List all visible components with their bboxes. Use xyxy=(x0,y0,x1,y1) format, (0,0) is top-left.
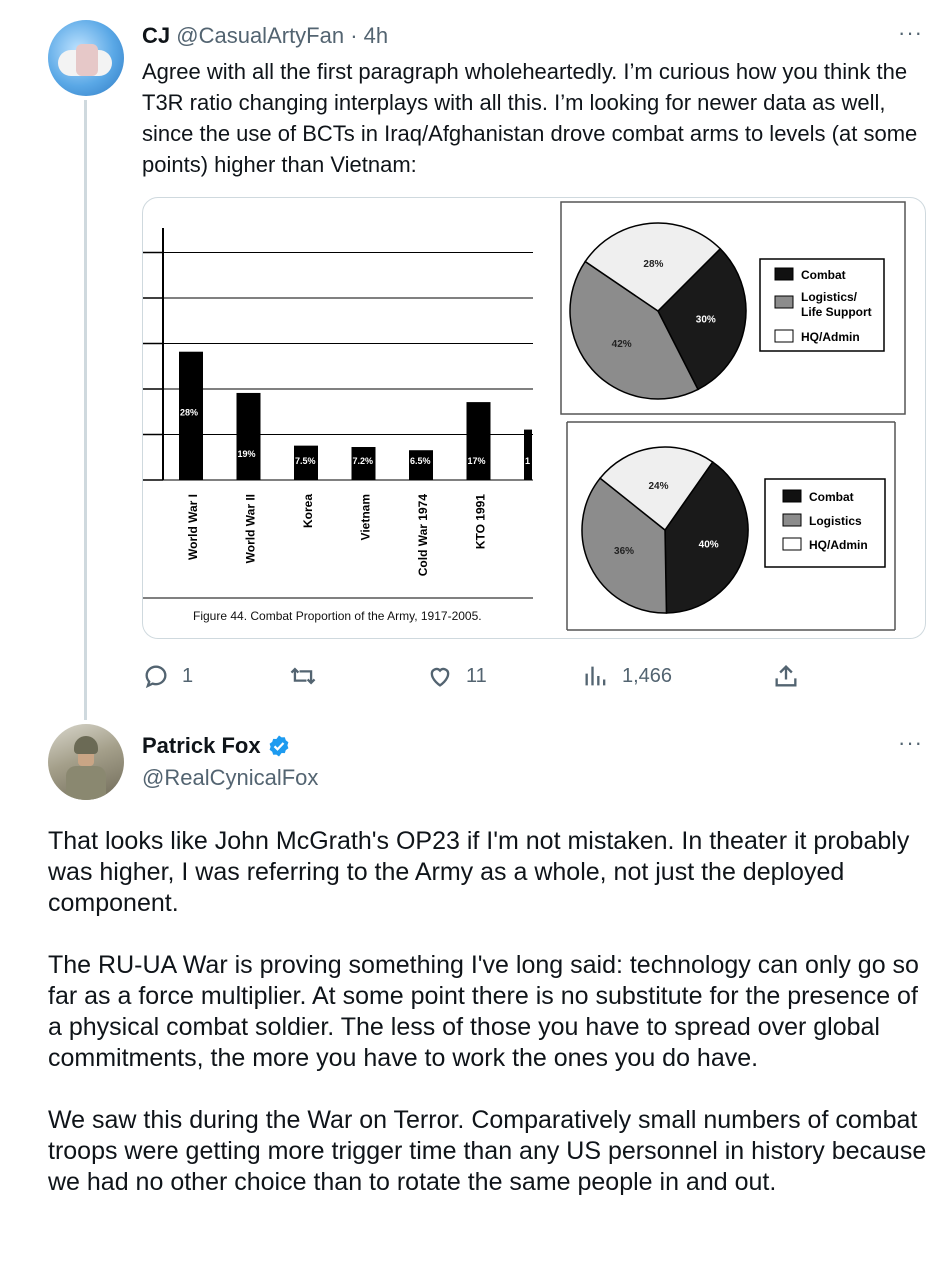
retweet-icon xyxy=(288,662,318,690)
tweet-actions xyxy=(142,656,822,696)
tweet-text: Agree with all the first paragraph wholeheartedly. I’m curious how you think the T3R ratio changing interplays with all this. I’m looking for newer data as well, since the use of BCTs in Iraq/Afghanistan drove combat arms to levels (at some points) higher than Vietnam: xyxy=(142,59,918,177)
display-name[interactable]: Patrick Fox xyxy=(142,733,261,758)
pie-1-legend-combat: Combat xyxy=(801,268,846,282)
bar-data-label: 7.5% xyxy=(295,456,316,466)
category-tick-label: Cold War 1974 xyxy=(416,494,430,577)
avatar-helmet xyxy=(74,736,98,754)
reply-count: 1 xyxy=(182,664,194,687)
tweet-media-image[interactable] xyxy=(142,197,926,639)
pie-2-legend-swatch-hq xyxy=(783,538,801,550)
pie-slice-label: 40% xyxy=(698,539,719,551)
analytics-icon xyxy=(582,662,610,690)
bar-data-label: 6.5% xyxy=(410,456,431,466)
tweet-paragraph: We saw this during the War on Terror. Comparatively small numbers of combat troops were getting more trigger time than any US personnel in history because we had no other choice than to rotate the same people in and out. xyxy=(48,1106,927,1196)
avatar[interactable] xyxy=(48,20,124,96)
more-options-icon[interactable]: ··· xyxy=(898,20,923,45)
pie-2-legend-swatch-logistics xyxy=(783,514,801,526)
tweet-paragraph: The RU-UA War is proving something I've long said: technology can only go so far as a force multiplier. At some point there is no substitute for the presence of a physical combat soldier. The less of those you have to spread over global commitments, the more you have to work the ones you do have. xyxy=(48,951,919,1072)
like-count: 11 xyxy=(466,664,487,687)
timestamp[interactable]: 4h xyxy=(363,23,389,48)
share-icon xyxy=(772,662,800,690)
chart-caption: Figure 44. Combat Proportion of the Army, 1917-2005. xyxy=(193,609,482,623)
pie-1-legend-swatch-hq xyxy=(775,330,793,342)
tweet-header xyxy=(142,22,388,50)
like-button[interactable] xyxy=(426,656,487,696)
pie-chart-2 xyxy=(567,422,895,630)
views-button[interactable] xyxy=(582,656,672,696)
avatar-figure xyxy=(76,44,98,76)
verified-badge-icon[interactable] xyxy=(267,734,291,758)
reply-icon xyxy=(142,662,170,690)
share-button[interactable] xyxy=(772,656,812,696)
pie-1-legend-life-support: Life Support xyxy=(801,305,872,319)
pie-1-legend-swatch-logistics xyxy=(775,296,793,308)
pie-2-legend-hq: HQ/Admin xyxy=(809,538,868,552)
tweet-text xyxy=(48,826,928,1229)
pie-2-legend-combat: Combat xyxy=(809,490,854,504)
more-options-icon[interactable]: ··· xyxy=(898,730,923,755)
pie-2-legend-swatch-combat xyxy=(783,490,801,502)
pie-1-legend-logistics: Logistics/ xyxy=(801,290,858,304)
category-tick-label: Korea xyxy=(301,494,315,529)
bar-chart xyxy=(143,228,533,623)
user-handle[interactable]: @CasualArtyFan xyxy=(176,23,345,48)
chart-figure xyxy=(143,198,926,639)
user-handle[interactable]: @RealCynicalFox xyxy=(142,765,319,790)
category-tick-label: World War I xyxy=(186,494,200,560)
avatar[interactable] xyxy=(48,724,124,800)
category-tick-label: World War II xyxy=(243,494,258,564)
heart-icon xyxy=(426,662,454,690)
pie-slice-label: 24% xyxy=(648,480,669,492)
bar xyxy=(524,430,532,480)
bar-data-label: 17% xyxy=(467,456,486,466)
retweet-button[interactable] xyxy=(288,656,330,696)
views-count: 1,466 xyxy=(622,664,673,687)
bar-data-label: 28% xyxy=(180,407,199,418)
display-name-row xyxy=(142,732,291,760)
category-tick-label: KTO 1991 xyxy=(473,494,488,550)
pie-slice-label: 42% xyxy=(611,339,632,351)
pie-slice-label: 30% xyxy=(695,314,716,326)
tweet-paragraph: That looks like John McGrath's OP23 if I'm not mistaken. In theater it probably was higher, I was referring to the Army as a whole, not just the deployed component. xyxy=(48,827,910,917)
display-name[interactable]: CJ xyxy=(142,23,171,48)
bar-data-label: 1 xyxy=(525,456,531,466)
bar-data-label: 7.2% xyxy=(352,456,374,466)
bar-data-label: 19% xyxy=(237,448,256,459)
pie-chart-1 xyxy=(561,202,905,414)
bar xyxy=(467,402,491,480)
reply-button[interactable] xyxy=(142,656,193,696)
separator-dot: · xyxy=(350,23,358,48)
pie-slice-label: 28% xyxy=(643,258,664,270)
pie-1-legend-swatch-combat xyxy=(775,268,793,280)
pie-slice-label: 36% xyxy=(614,546,635,558)
category-tick-label: Vietnam xyxy=(358,494,373,541)
pie-1-legend-hq: HQ/Admin xyxy=(801,330,860,344)
avatar-body xyxy=(66,766,106,800)
pie-2-legend-logistics: Logistics xyxy=(809,514,862,528)
bar xyxy=(237,393,261,480)
